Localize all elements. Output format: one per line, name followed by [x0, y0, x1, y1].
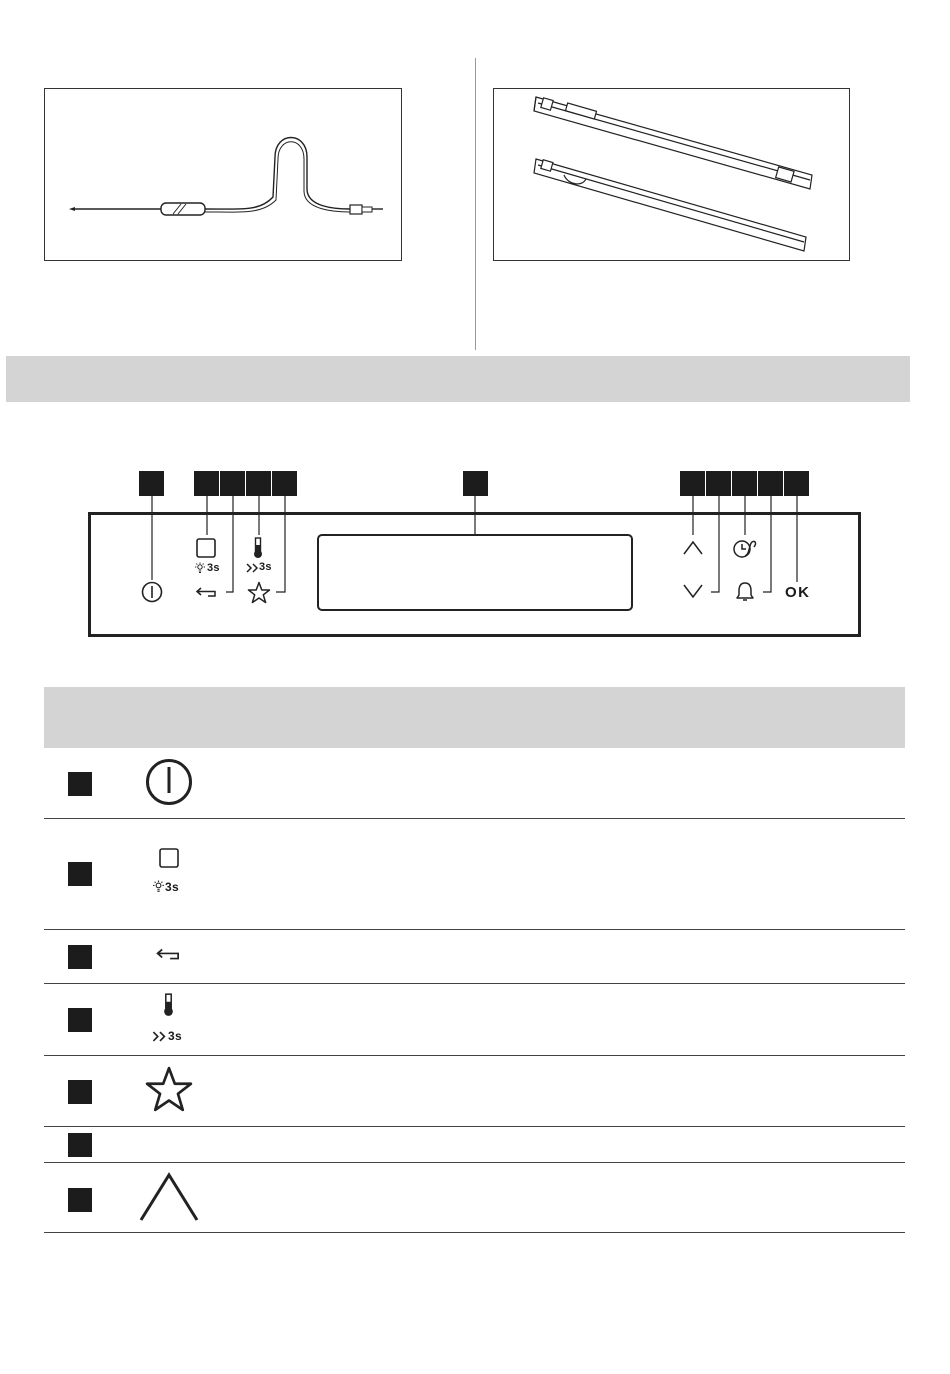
table-thermometer-icon — [162, 993, 175, 1017]
on-off-icon[interactable] — [141, 581, 163, 603]
clock-functions-icon[interactable] — [732, 538, 758, 560]
table-row-divider — [44, 1162, 905, 1163]
favourites-star-icon[interactable] — [247, 581, 271, 604]
table-double-chevron-icon — [152, 1031, 168, 1042]
table-row-5-callout — [68, 1080, 92, 1104]
table-row-divider — [44, 929, 905, 930]
table-light-3s-label: 3s — [165, 880, 179, 894]
temp-3s-label: 3s — [259, 561, 272, 573]
table-row-6-callout — [68, 1133, 92, 1157]
down-arrow-icon[interactable] — [682, 583, 704, 599]
back-arrow-icon[interactable] — [195, 585, 219, 599]
up-arrow-icon[interactable] — [682, 540, 704, 556]
table-header — [44, 687, 905, 748]
table-light-bulb-icon — [152, 880, 165, 893]
table-back-arrow-icon — [155, 946, 183, 962]
double-chevron-icon — [246, 563, 260, 573]
minute-minder-bell-icon[interactable] — [735, 581, 755, 603]
table-row-2-callout — [68, 862, 92, 886]
light-bulb-icon — [194, 562, 206, 574]
table-row-7-callout — [68, 1188, 92, 1212]
thermometer-icon[interactable] — [252, 537, 264, 559]
table-on-off-icon — [145, 758, 193, 806]
table-row-4-callout — [68, 1008, 92, 1032]
table-row-divider — [44, 1055, 905, 1056]
table-row-3-callout — [68, 945, 92, 969]
table-row-divider — [44, 1126, 905, 1127]
table-light-square-icon — [159, 848, 179, 868]
table-row-divider — [44, 1232, 905, 1233]
table-up-arrow-icon — [140, 1172, 198, 1222]
table-temp-3s-label: 3s — [168, 1029, 182, 1043]
light-square-icon[interactable] — [196, 538, 216, 558]
ok-button[interactable]: OK — [785, 584, 811, 601]
table-row-1-callout — [68, 772, 92, 796]
light-3s-label: 3s — [207, 562, 220, 574]
table-favourites-star-icon — [144, 1065, 194, 1113]
table-row-divider — [44, 983, 905, 984]
table-row-divider — [44, 818, 905, 819]
